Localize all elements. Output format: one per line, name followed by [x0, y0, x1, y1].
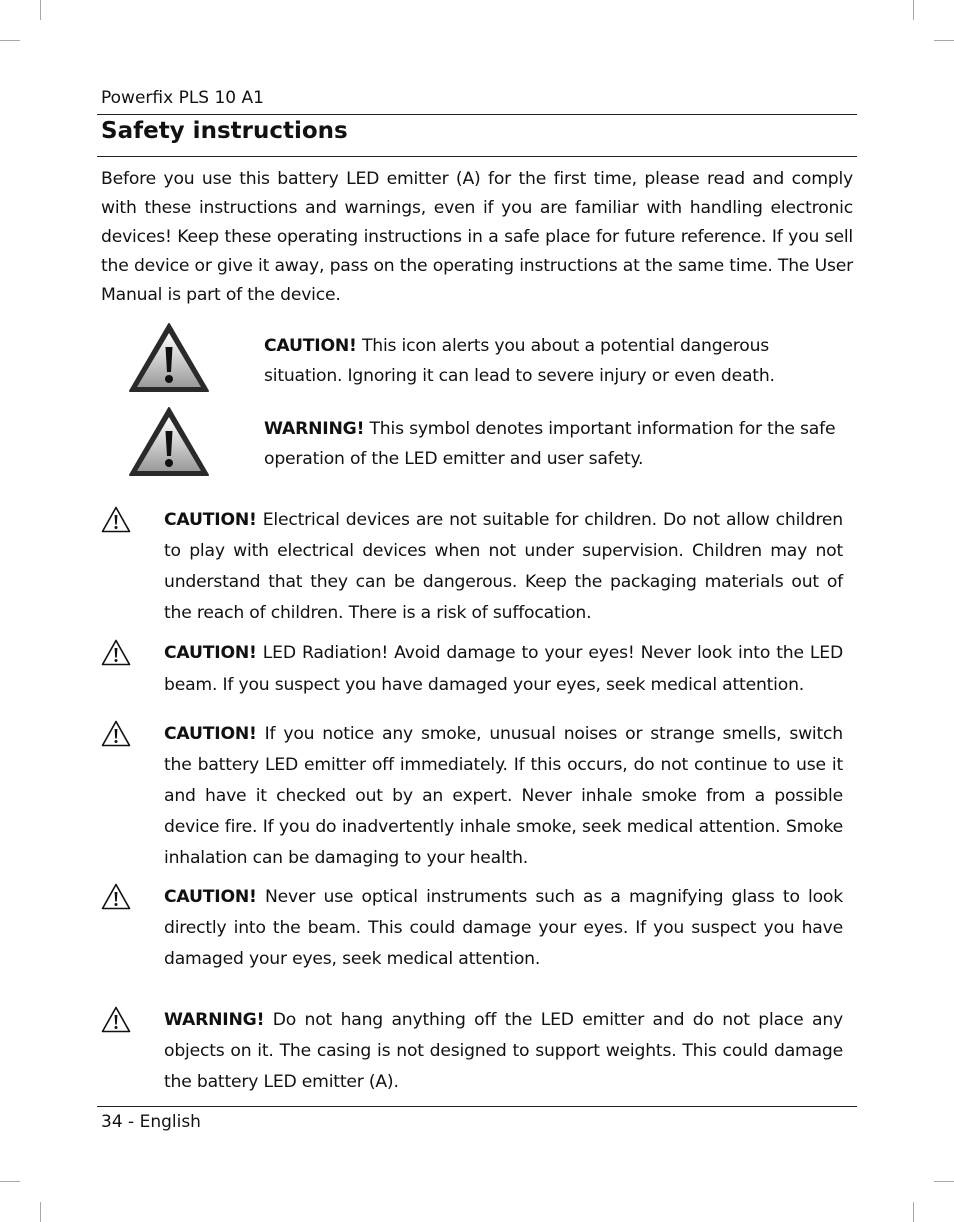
- page-title: Safety instructions: [101, 118, 348, 144]
- safety-item-text: LED Radiation! Avoid damage to your eyes! Never look into the LED beam. If you suspect you have damaged your eyes, seek medical attention.: [164, 643, 843, 695]
- warning-triangle-icon: [101, 720, 131, 747]
- warning-label: WARNING!: [264, 419, 365, 439]
- safety-item: [164, 637, 843, 701]
- intro-paragraph: Before you use this battery LED emitter (A) for the first time, please read and comply with these instructions and warnings, even if you are familiar with handling electronic devices! Keep these operating instructions in a safe place for future reference. If you sell the device or give it away, pass on the operating instructions at the same time. The User Manual is part of the device.: [101, 169, 853, 305]
- crop-mark: [40, 1202, 41, 1222]
- caution-label: CAUTION!: [164, 510, 257, 530]
- warning-triangle-icon: [101, 1006, 131, 1033]
- header-model: Powerfix PLS 10 A1: [101, 88, 264, 108]
- legend-caution-text: This icon alerts you about a potential dangerous situation. Ignoring it can lead to severe injury or even death.: [264, 336, 775, 386]
- footer-rule: [97, 1106, 857, 1107]
- crop-mark: [40, 0, 41, 20]
- caution-label: CAUTION!: [164, 724, 257, 744]
- safety-item: [164, 505, 843, 629]
- safety-item: [164, 882, 843, 975]
- safety-item: [164, 1005, 843, 1098]
- caution-label: CAUTION!: [164, 887, 257, 907]
- crop-mark: [913, 0, 914, 20]
- legend-caution: [264, 331, 844, 391]
- safety-item-text: If you notice any smoke, unusual noises or strange smells, switch the battery LED emitter off immediately. If this occurs, do not continue to use it and have it checked out by an expert. Never inhale smoke from a possible device fire. If you do inadvertently inhale smoke, seek medical attention. Smoke inhalation can be damaging to your health.: [164, 724, 843, 868]
- footer-page-number: 34 - English: [101, 1112, 201, 1132]
- crop-mark: [0, 40, 20, 41]
- crop-mark: [913, 1202, 914, 1222]
- warning-triangle-icon: [128, 322, 210, 394]
- warning-triangle-icon: [101, 639, 131, 666]
- crop-mark: [934, 40, 954, 41]
- caution-label: CAUTION!: [264, 336, 357, 356]
- header-rule: [97, 114, 857, 115]
- warning-label: WARNING!: [164, 1010, 265, 1030]
- safety-item-text: Do not hang anything off the LED emitter and do not place any objects on it. The casing is not designed to support weights. This could damage the battery LED emitter (A).: [164, 1010, 844, 1092]
- legend-warning: [264, 414, 844, 474]
- caution-label: CAUTION!: [164, 643, 257, 663]
- safety-item-text: Electrical devices are not suitable for children. Do not allow children to play with electrical devices when not under supervision. Children may not understand that they can be dangerous. Keep the packaging materials out of the reach of children. There is a risk of suffocation.: [164, 510, 843, 623]
- warning-triangle-icon: [101, 883, 131, 910]
- legend-warning-text: This symbol denotes important information for the safe operation of the LED emitter and user safety.: [264, 419, 836, 469]
- title-rule: [97, 156, 857, 157]
- safety-item: [164, 719, 843, 874]
- crop-mark: [0, 1181, 20, 1182]
- warning-triangle-icon: [101, 506, 131, 533]
- warning-triangle-icon: [128, 406, 210, 478]
- crop-mark: [934, 1181, 954, 1182]
- safety-item-text: Never use optical instruments such as a magnifying glass to look directly into the beam. This could damage your eyes. If you suspect you have damaged your eyes, seek medical attention.: [164, 887, 843, 969]
